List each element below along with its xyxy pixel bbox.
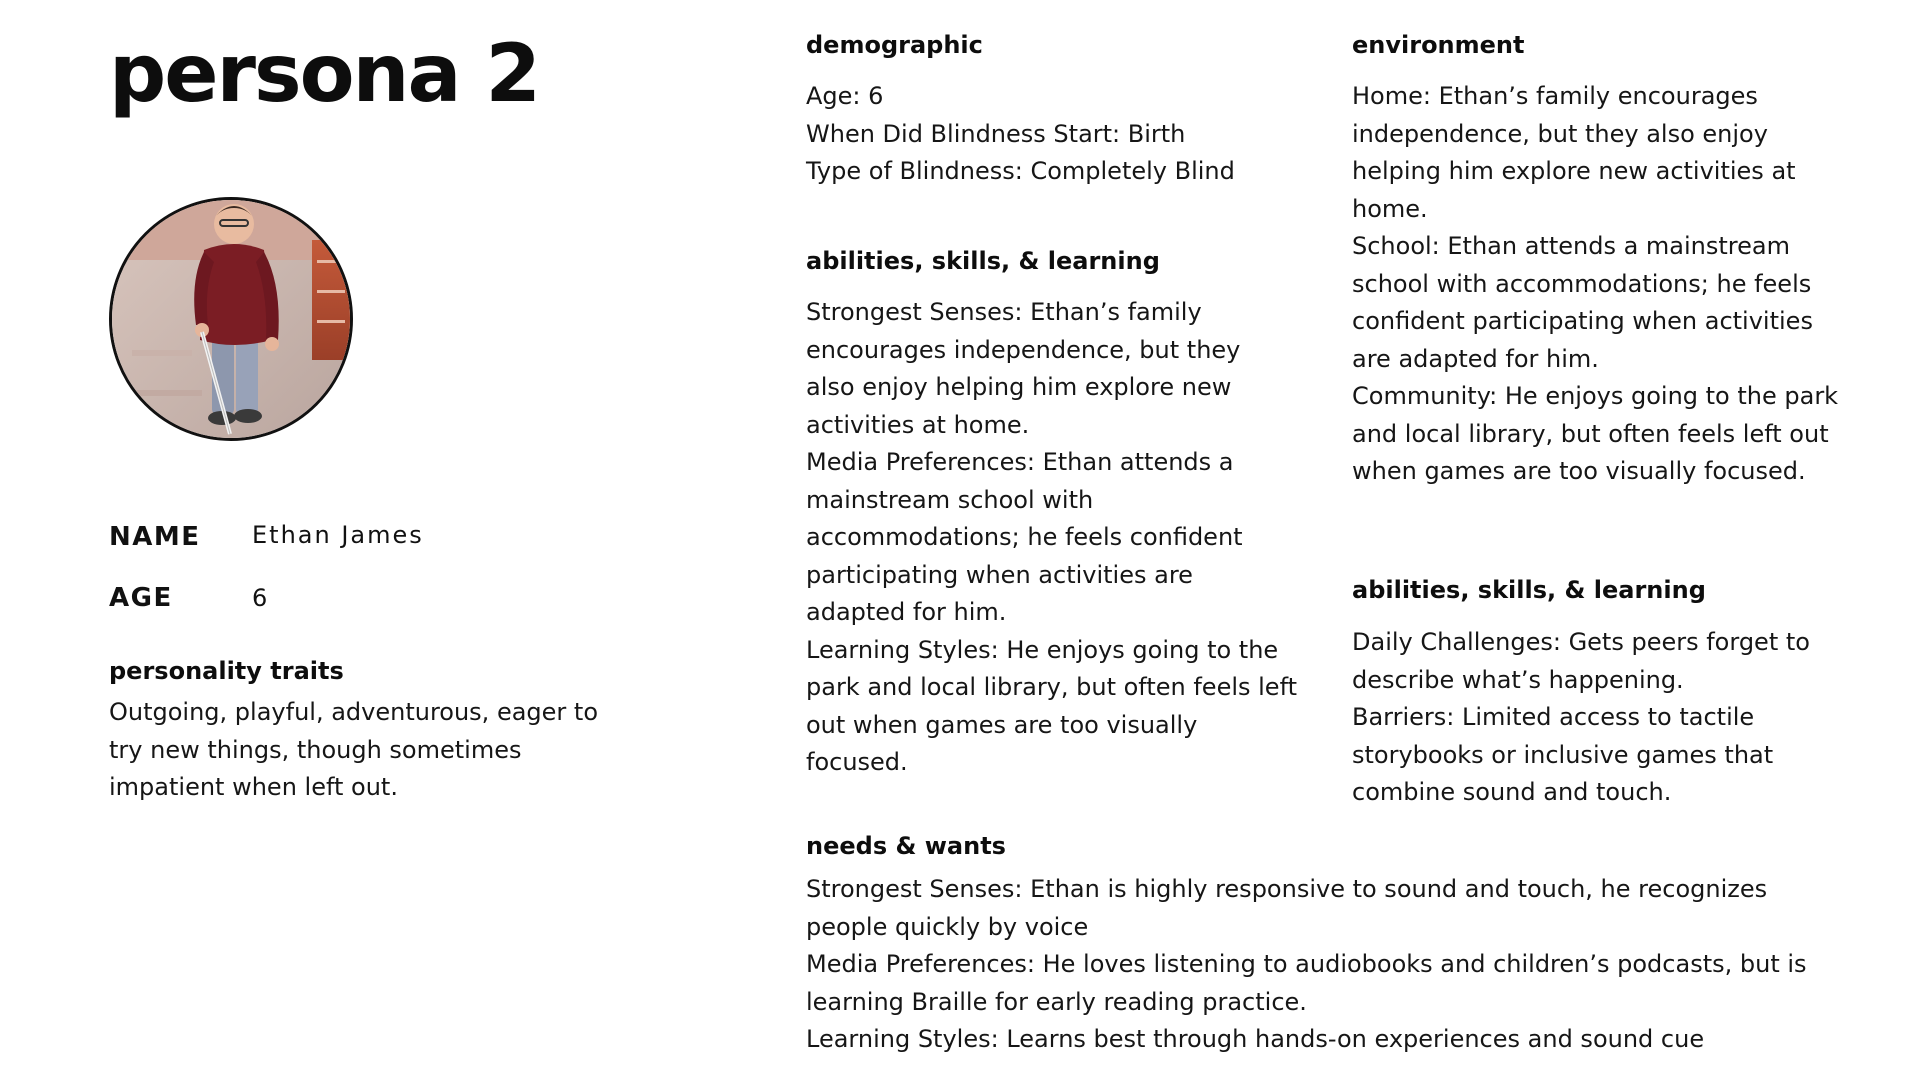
- age-value: 6: [252, 584, 270, 612]
- environment-line: and local library, but often feels left out: [1352, 419, 1829, 448]
- abilities-right-line: storybooks or inclusive games that: [1352, 740, 1774, 769]
- abilities-right-line: Daily Challenges: Gets peers forget to: [1352, 628, 1810, 656]
- environment-line: Community: He enjoys going to the park: [1352, 382, 1839, 410]
- abilities-right-line: combine sound and touch.: [1352, 778, 1672, 806]
- abilities-right-line: describe what’s happening.: [1352, 665, 1684, 694]
- abilities-left-line: also enjoy helping him explore new: [806, 373, 1232, 401]
- name-value: Ethan James: [252, 521, 424, 549]
- persona-photo-image: [112, 200, 350, 438]
- environment-line: School: Ethan attends a mainstream: [1352, 232, 1790, 260]
- needs-line: Learning Styles: Learns best through hands-on experiences and sound cue: [806, 1025, 1705, 1053]
- demographic-heading: demographic: [806, 31, 983, 59]
- age-label: AGE: [109, 583, 173, 613]
- abilities-heading-left: abilities, skills, & learning: [806, 247, 1160, 275]
- needs-line: people quickly by voice: [806, 912, 1089, 941]
- persona-photo: [109, 197, 353, 441]
- abilities-left-line: out when games are too visually: [806, 710, 1198, 739]
- demographic-line: When Did Blindness Start: Birth: [806, 119, 1186, 148]
- environment-line: Home: Ethan’s family encourages: [1352, 82, 1758, 110]
- environment-line: when games are too visually focused.: [1352, 457, 1806, 485]
- personality-line: try new things, though sometimes: [109, 735, 522, 764]
- abilities-left-line: participating when activities are: [806, 560, 1193, 589]
- personality-heading: personality traits: [109, 657, 344, 685]
- abilities-left-line: focused.: [806, 748, 908, 776]
- needs-line: learning Braille for early reading practice.: [806, 987, 1307, 1016]
- needs-line: Media Preferences: He loves listening to audiobooks and children’s podcasts, but is: [806, 950, 1807, 978]
- demographic-line: Age: 6: [806, 82, 884, 110]
- page-title: persona 2: [109, 27, 540, 120]
- abilities-left-line: Strongest Senses: Ethan’s family: [806, 298, 1202, 326]
- environment-heading: environment: [1352, 31, 1525, 59]
- personality-text: [109, 694, 598, 807]
- abilities-text-right: [1352, 624, 1810, 812]
- personality-line: Outgoing, playful, adventurous, eager to: [109, 698, 598, 726]
- demographic-text: [806, 78, 1235, 191]
- abilities-left-line: activities at home.: [806, 410, 1030, 439]
- needs-heading: needs & wants: [806, 832, 1006, 860]
- abilities-left-line: park and local library, but often feels left: [806, 673, 1298, 701]
- abilities-left-line: adapted for him.: [806, 598, 1007, 626]
- demographic-line: Type of Blindness: Completely Blind: [806, 157, 1235, 185]
- environment-line: school with accommodations; he feels: [1352, 269, 1812, 298]
- abilities-left-line: mainstream school with: [806, 485, 1094, 514]
- abilities-left-line: Media Preferences: Ethan attends a: [806, 448, 1234, 476]
- environment-line: confident participating when activities: [1352, 307, 1813, 335]
- abilities-left-line: accommodations; he feels confident: [806, 523, 1243, 551]
- abilities-heading-right: abilities, skills, & learning: [1352, 576, 1706, 604]
- abilities-right-line: Barriers: Limited access to tactile: [1352, 703, 1755, 731]
- needs-line: Strongest Senses: Ethan is highly responsive to sound and touch, he recognizes: [806, 875, 1768, 903]
- environment-line: helping him explore new activities at: [1352, 157, 1796, 185]
- abilities-text-left: [806, 294, 1297, 782]
- environment-line: are adapted for him.: [1352, 344, 1599, 373]
- environment-text: [1352, 78, 1838, 491]
- name-label: NAME: [109, 522, 201, 552]
- personality-line: impatient when left out.: [109, 773, 398, 801]
- needs-text: [806, 871, 1807, 1059]
- abilities-left-line: Learning Styles: He enjoys going to the: [806, 635, 1279, 664]
- abilities-left-line: encourages independence, but they: [806, 335, 1241, 364]
- environment-line: independence, but they also enjoy: [1352, 119, 1768, 148]
- environment-line: home.: [1352, 194, 1428, 223]
